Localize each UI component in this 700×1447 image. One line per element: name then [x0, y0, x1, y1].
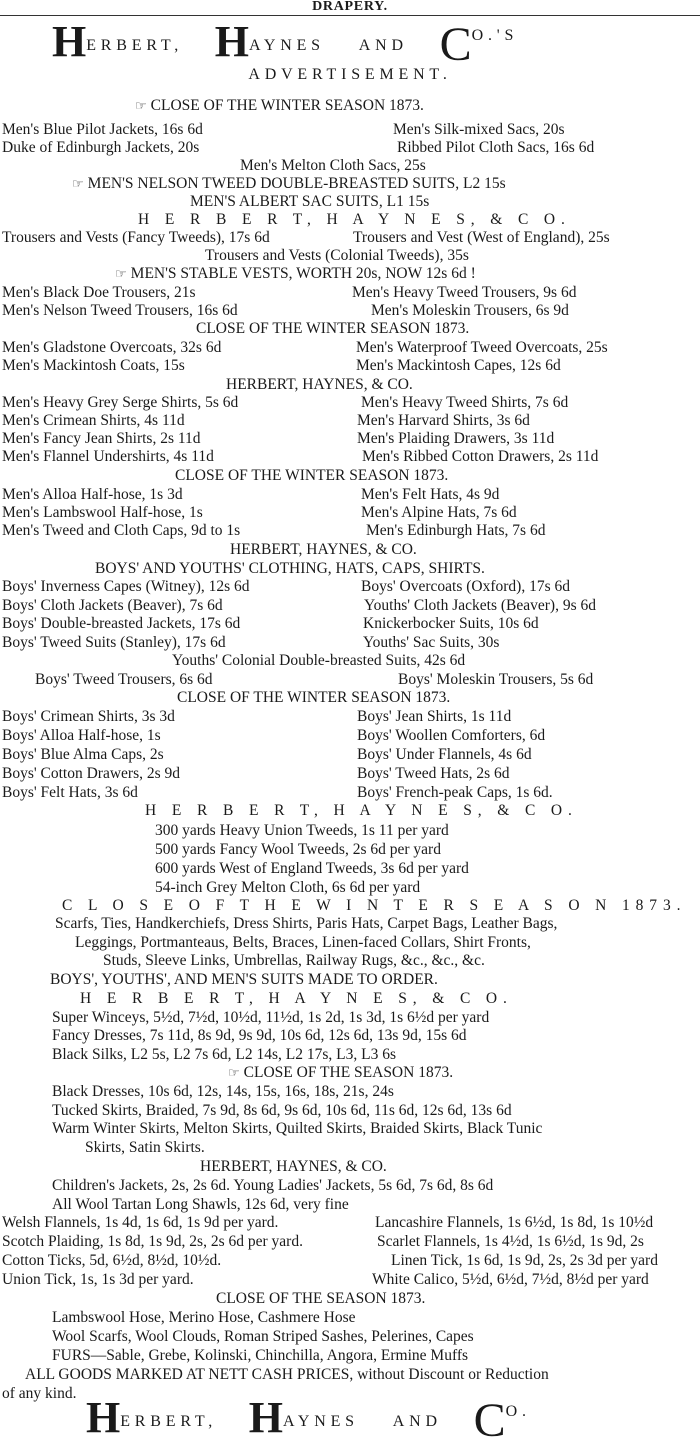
advert-line-text: Black Dresses, 10s 6d, 12s, 14s, 15s, 16s, 18s, 21s, 24s [52, 1083, 394, 1100]
and-word-footer: AND [392, 1413, 442, 1430]
co-initial: C [439, 18, 472, 71]
advert-line-text: H E R B E R T, H A Y N E S, & C O. [145, 802, 578, 819]
haynes-initial-footer: H [248, 1393, 284, 1442]
advert-line [52, 1009, 489, 1027]
advert-line-text: Boys' Alloa Half-hose, 1s [2, 727, 161, 744]
advert-line-text: C L O S E O F T H E W I N T E R S E A S O N 1873. [62, 897, 687, 914]
advert-line-right: Scarlet Flannels, 1s 4½d, 1s 6½d, 1s 9d, 2s [377, 1233, 644, 1250]
advert-line-text: Men's Alloa Half-hose, 1s 3d [2, 486, 183, 503]
advert-line-right: Men's Plaiding Drawers, 3s 11d [357, 430, 555, 447]
advert-line [190, 193, 429, 211]
advert-line-right: Men's Felt Hats, 4s 9d [361, 486, 500, 503]
advert-line-text: Lambswool Hose, Merino Hose, Cashmere Hose [52, 1309, 356, 1326]
advert-line-text: HERBERT, HAYNES, & CO. [200, 1158, 387, 1175]
advert-line [52, 1120, 542, 1138]
advert-line-text: of any kind. [2, 1385, 77, 1402]
advert-line-text: Men's Tweed and Cloth Caps, 9d to 1s [2, 522, 241, 539]
advert-line [2, 357, 185, 375]
advert-line-right: Boys' Moleskin Trousers, 5s 6d [398, 671, 594, 688]
advert-line [2, 339, 221, 357]
advert-line-right: Men's Silk-mixed Sacs, 20s [393, 121, 565, 138]
advert-line [35, 671, 213, 689]
advert-line [205, 247, 469, 265]
advert-line [196, 320, 469, 338]
advert-line-right: Linen Tick, 1s 6d, 1s 9d, 2s, 2s 3d per yard [391, 1252, 658, 1269]
advert-line-text: HERBERT, HAYNES, & CO. [230, 541, 417, 558]
advert-line [103, 952, 485, 970]
advert-line [2, 784, 138, 802]
advert-line [155, 841, 441, 859]
and-word: AND [358, 37, 408, 54]
advert-line [172, 652, 465, 670]
advert-line [138, 211, 571, 229]
advert-line-right: Men's Ribbed Cotton Drawers, 2s 11d [362, 448, 599, 465]
advert-line-text: Skirts, Satin Skirts. [85, 1139, 205, 1156]
advert-line [2, 1214, 278, 1232]
advert-line [72, 175, 506, 193]
advert-line-text: 300 yards Heavy Union Tweeds, 1s 11 per yard [155, 822, 449, 839]
advert-line [80, 990, 513, 1008]
advert-line-right: Ribbed Pilot Cloth Sacs, 16s 6d [397, 139, 595, 156]
advert-line [2, 634, 226, 652]
advert-line [115, 265, 476, 283]
advert-line [2, 504, 203, 522]
advert-line-right: Youths' Cloth Jackets (Beaver), 9s 6d [364, 597, 596, 614]
herbert-word: ERBERT, [86, 37, 184, 54]
advert-line-right: Boys' Overcoats (Oxford), 17s 6d [361, 578, 570, 595]
cos-word: O.'S [471, 27, 519, 44]
advert-line-text: Men's Black Doe Trousers, 21s [2, 284, 196, 301]
advert-line-text: Men's Blue Pilot Jackets, 16s 6d [2, 121, 203, 138]
advert-line [2, 597, 223, 615]
advert-line [175, 467, 448, 485]
advert-line [2, 765, 180, 783]
advert-line-right: Men's Heavy Tweed Shirts, 7s 6d [361, 394, 569, 411]
advert-line-text: Boys' Double-breasted Jackets, 17s 6d [2, 615, 241, 632]
advert-line-right: Men's Harvard Shirts, 3s 6d [357, 412, 530, 429]
advert-line [145, 802, 578, 820]
advert-line [2, 1385, 76, 1403]
advert-line [2, 302, 238, 320]
advert-line-text: CLOSE OF THE WINTER SEASON 1873. [196, 320, 470, 337]
advert-line [2, 522, 240, 540]
advert-line-text: Youths' Colonial Double-breasted Suits, 42s 6d [172, 652, 466, 669]
advert-line-text: Boys' Cotton Drawers, 2s 9d [2, 765, 181, 782]
advert-line [2, 394, 238, 412]
advert-line-text: Men's Mackintosh Coats, 15s [2, 357, 185, 374]
advert-line-text: CLOSE OF THE WINTER SEASON 1873. [175, 467, 449, 484]
advert-line [2, 448, 214, 466]
advert-line-text: Men's Gladstone Overcoats, 32s 6d [2, 339, 222, 356]
advert-line [2, 1271, 194, 1289]
advert-line-right: Men's Mackintosh Capes, 12s 6d [356, 357, 561, 374]
advert-line [52, 1046, 396, 1064]
advert-line-right: White Calico, 5½d, 6½d, 7½d, 8½d per yard [372, 1271, 649, 1288]
advert-line-text: CLOSE OF THE SEASON 1873. [243, 1064, 454, 1081]
advert-line-text: Leggings, Portmanteaus, Belts, Braces, Linen-faced Collars, Shirt Fronts, [75, 934, 531, 951]
advert-line-text: Tucked Skirts, Braided, 7s 9d, 8s 6d, 9s 6d, 10s 6d, 11s 6d, 12s 6d, 13s 6d [52, 1102, 512, 1119]
advert-line [2, 708, 175, 726]
advert-line-text: Boys' Blue Alma Caps, 2s [2, 746, 164, 763]
advert-line-text: Men's Lambswool Half-hose, 1s [2, 504, 203, 521]
advert-line-text: Wool Scarfs, Wool Clouds, Roman Striped Sashes, Pelerines, Capes [52, 1328, 474, 1345]
advert-line-text: ALL GOODS MARKED AT NETT CASH PRICES, without Discount or Reduction [25, 1366, 549, 1383]
advert-line-right: Knickerbocker Suits, 10s 6d [363, 615, 539, 632]
advert-line-right: Men's Moleskin Trousers, 6s 9d [371, 302, 569, 319]
advert-line [25, 1366, 549, 1384]
header-rule [0, 15, 700, 16]
advert-line-text: CLOSE OF THE WINTER SEASON 1873. [150, 97, 424, 114]
masthead [52, 17, 692, 71]
advert-line-right: Boys' Under Flannels, 4s 6d [357, 746, 532, 763]
advert-line-text: MEN'S STABLE VESTS, WORTH 20s, NOW 12s 6d ! [130, 265, 476, 282]
advert-line [200, 1158, 387, 1176]
advert-line-right: Men's Alpine Hats, 7s 6d [361, 504, 517, 521]
herbert-initial: H [52, 17, 87, 66]
advert-line [52, 1309, 355, 1327]
section-header: DRAPERY. [312, 0, 388, 14]
advert-line-text: BOYS', YOUTHS', AND MEN'S SUITS MADE TO ORDER. [50, 971, 438, 988]
advert-line [85, 1139, 205, 1157]
advert-line-text: Men's Fancy Jean Shirts, 2s 11d [2, 430, 201, 447]
advert-line-text: MEN'S NELSON TWEED DOUBLE-BREASTED SUITS, L2 15s [87, 175, 506, 192]
advert-line-text: 600 yards West of England Tweeds, 3s 6d per yard [155, 860, 469, 877]
pointing-hand-icon: ☞ [228, 1065, 240, 1080]
advert-line [95, 560, 485, 578]
advert-line [2, 1252, 221, 1270]
advert-line [52, 1196, 349, 1214]
advert-line [226, 376, 413, 394]
advert-line-text: Super Winceys, 5½d, 7½d, 10½d, 11½d, 1s 2d, 1s 3d, 1s 6½d per yard [52, 1009, 490, 1026]
advert-line-text: MEN'S ALBERT SAC SUITS, L1 15s [190, 193, 430, 210]
advert-line [135, 97, 424, 115]
advert-line-text: Scotch Plaiding, 1s 8d, 1s 9d, 2s, 2s 6d per yard. [2, 1233, 303, 1250]
advert-line-text: 500 yards Fancy Wool Tweeds, 2s 6d per yard [155, 841, 441, 858]
advert-line-text: H E R B E R T, H A Y N E S, & C O. [80, 990, 513, 1007]
advert-line [2, 284, 196, 302]
advert-line-text: H E R B E R T, H A Y N E S, & C O. [138, 211, 571, 228]
advert-line [155, 822, 449, 840]
advert-line-right: Trousers and Vest (West of England), 25s [353, 229, 610, 246]
haynes-word-footer: AYNES [283, 1413, 359, 1430]
advert-line-text: Boys' Felt Hats, 3s 6d [2, 784, 138, 801]
advert-line-text: Studs, Sleeve Links, Umbrellas, Railway Rugs, &c., &c., &c. [103, 952, 485, 969]
advert-line-right: Boys' Tweed Hats, 2s 6d [357, 765, 510, 782]
advert-line-right: Boys' Woollen Comforters, 6d [357, 727, 546, 744]
advert-line-text: Men's Melton Cloth Sacs, 25s [240, 157, 426, 174]
advert-line-text: Men's Nelson Tweed Trousers, 16s 6d [2, 302, 238, 319]
advert-line [52, 1102, 512, 1120]
advert-line [2, 1233, 303, 1251]
advert-line-text: Men's Heavy Grey Serge Shirts, 5s 6d [2, 394, 239, 411]
co-initial-footer: C [473, 1394, 506, 1447]
advert-line [2, 121, 203, 139]
advert-line-right: Men's Edinburgh Hats, 7s 6d [366, 522, 546, 539]
advert-line-text: Trousers and Vests (Fancy Tweeds), 17s 6d [2, 229, 270, 246]
advert-line-text: Black Silks, L2 5s, L2 7s 6d, L2 14s, L2 17s, L3, L3 6s [52, 1046, 397, 1063]
advert-line-text: Men's Crimean Shirts, 4s 11d [2, 412, 185, 429]
advert-line [75, 934, 531, 952]
advert-line [230, 541, 417, 559]
advert-line-text: Boys' Crimean Shirts, 3s 3d [2, 708, 175, 725]
co-word-footer: O. [505, 1403, 531, 1420]
advert-line [2, 229, 270, 247]
advert-line [177, 689, 450, 707]
advert-line [155, 879, 420, 897]
advert-line-text: Trousers and Vests (Colonial Tweeds), 35s [205, 247, 469, 264]
advert-line-right: Lancashire Flannels, 1s 6½d, 1s 8d, 1s 10½d [375, 1214, 654, 1231]
advert-line-text: Scarfs, Ties, Handkerchiefs, Dress Shirts, Paris Hats, Carpet Bags, Leather Bags, [55, 915, 558, 932]
advert-line-text: Men's Flannel Undershirts, 4s 11d [2, 448, 214, 465]
advert-line [52, 1177, 493, 1195]
advert-line-right: Youths' Sac Suits, 30s [363, 634, 500, 651]
advert-line [2, 486, 183, 504]
advert-line [52, 1027, 467, 1045]
haynes-initial: H [214, 17, 250, 66]
advert-line-text: BOYS' AND YOUTHS' CLOTHING, HATS, CAPS, SHIRTS. [95, 560, 485, 577]
herbert-word-footer: ERBERT, [120, 1413, 218, 1430]
advert-line [62, 897, 686, 915]
advert-line-text: Union Tick, 1s, 1s 3d per yard. [2, 1271, 194, 1288]
haynes-word: AYNES [249, 37, 325, 54]
advert-line-text: Warm Winter Skirts, Melton Skirts, Quilted Skirts, Braided Skirts, Black Tunic [52, 1120, 543, 1137]
advert-line [52, 1083, 394, 1101]
advert-line [2, 727, 161, 745]
pointing-hand-icon: ☞ [135, 98, 147, 113]
pointing-hand-icon: ☞ [115, 266, 127, 281]
advert-line [2, 615, 240, 633]
advert-line-text: HERBERT, HAYNES, & CO. [226, 376, 413, 393]
advert-line-text: Boys' Cloth Jackets (Beaver), 7s 6d [2, 597, 223, 614]
advertisement-title: ADVERTISEMENT. [248, 66, 452, 83]
advert-line [2, 412, 185, 430]
advert-line [50, 971, 438, 989]
pointing-hand-icon: ☞ [72, 176, 84, 191]
advert-line [2, 578, 250, 596]
advert-line-text: All Wool Tartan Long Shawls, 12s 6d, very fine [52, 1196, 349, 1213]
advert-line-text: Fancy Dresses, 7s 11d, 8s 9d, 9s 9d, 10s 6d, 12s 6d, 13s 9d, 15s 6d [52, 1027, 467, 1044]
advert-line [55, 915, 557, 933]
advert-line-text: FURS—Sable, Grebe, Kolinski, Chinchilla, Angora, Ermine Muffs [52, 1347, 469, 1364]
advert-line-text: Boys' Tweed Suits (Stanley), 17s 6d [2, 634, 226, 651]
advert-line [52, 1328, 474, 1346]
advert-line-right: Men's Waterproof Tweed Overcoats, 25s [356, 339, 608, 356]
advert-line [216, 1290, 425, 1308]
advert-line [228, 1064, 453, 1082]
advert-line-text: Children's Jackets, 2s, 2s 6d. Young Ladies' Jackets, 5s 6d, 7s 6d, 8s 6d [52, 1177, 494, 1194]
advert-line-text: CLOSE OF THE WINTER SEASON 1873. [177, 689, 451, 706]
advert-line-right: Men's Heavy Tweed Trousers, 9s 6d [352, 284, 577, 301]
advert-line-right: Boys' French-peak Caps, 1s 6d. [357, 784, 553, 801]
advert-line-text: Duke of Edinburgh Jackets, 20s [2, 139, 200, 156]
herbert-initial-footer: H [86, 1393, 121, 1442]
advert-line [2, 746, 164, 764]
masthead-footer [86, 1393, 686, 1447]
advert-line-text: Cotton Ticks, 5d, 6½d, 8½d, 10½d. [2, 1252, 222, 1269]
advert-line [2, 430, 201, 448]
advert-line-text: Boys' Tweed Trousers, 6s 6d [35, 671, 213, 688]
advert-line [155, 860, 469, 878]
advert-line-text: Boys' Inverness Capes (Witney), 12s 6d [2, 578, 250, 595]
advert-line-text: 54-inch Grey Melton Cloth, 6s 6d per yard [155, 879, 421, 896]
advert-line [240, 157, 426, 175]
advert-line [2, 139, 199, 157]
advert-line-text: CLOSE OF THE SEASON 1873. [216, 1290, 426, 1307]
advert-line-right: Boys' Jean Shirts, 1s 11d [357, 708, 512, 725]
advert-line-text: Welsh Flannels, 1s 4d, 1s 6d, 1s 9d per yard. [2, 1214, 279, 1231]
advert-line [52, 1347, 468, 1365]
